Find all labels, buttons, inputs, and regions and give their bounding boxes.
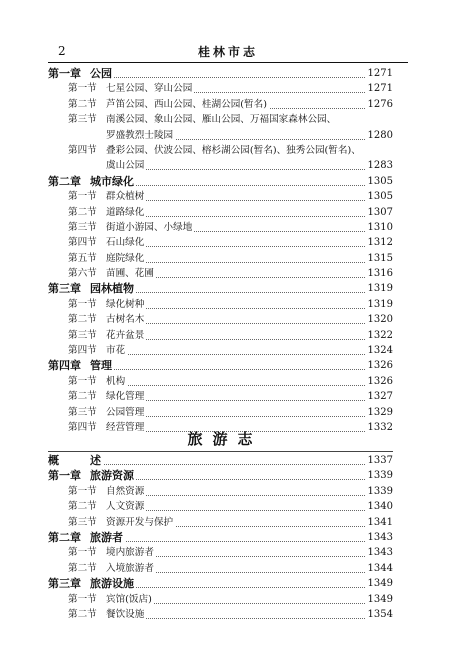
toc-entry-label: [48, 97, 269, 112]
toc-entry-section: [48, 607, 393, 622]
section-title: 公园管理: [106, 406, 145, 418]
chapter-number: 第四章: [48, 359, 81, 373]
page-ref: 1343: [366, 530, 393, 545]
section-title: 宾馆(饭店): [106, 593, 152, 605]
section-number: 第三节: [68, 516, 97, 528]
toc-entry-label: [48, 343, 127, 358]
toc-entry-label: [48, 561, 156, 576]
page-ref: 1320: [366, 312, 393, 327]
section-number: 第二节: [68, 562, 97, 574]
toc-entry-label: [48, 143, 363, 158]
toc-entry-chapter: [48, 530, 393, 545]
page-ref: 1283: [366, 158, 393, 173]
section-number: 第三节: [68, 406, 97, 418]
page-ref: 1340: [366, 499, 393, 514]
chapter-number: 第二章: [48, 174, 81, 188]
toc-entry-label: [48, 128, 175, 143]
toc-entry-chapter: [48, 576, 393, 591]
toc-entry-label: [48, 281, 136, 296]
toc-entry-label: [48, 266, 156, 281]
section-title: 古树名木: [106, 314, 145, 326]
page-header: [48, 42, 408, 63]
section-title: 餐饮设施: [106, 608, 145, 620]
section-title: 人文资源: [106, 501, 145, 513]
page-ref: 1322: [366, 328, 393, 343]
toc-entry-section: [48, 97, 393, 112]
chapter-number: 概: [48, 454, 59, 467]
section-number: 第二节: [68, 98, 97, 110]
section-number: 第一节: [68, 375, 97, 387]
toc-entry-chapter: [48, 358, 393, 373]
section-title: 苗圃、花圃: [106, 268, 154, 280]
section-number: 第三节: [68, 114, 97, 126]
section-number: 第一节: [68, 191, 97, 203]
section-title: 石山绿化: [106, 237, 145, 249]
section-title: 群众植树: [106, 191, 145, 203]
page-ref: 1329: [366, 405, 393, 420]
section-number: 第六节: [68, 268, 97, 280]
section-number: 第四节: [68, 421, 97, 433]
toc-entry-label: [48, 312, 146, 327]
section-number: 第一节: [68, 593, 97, 605]
toc-entry-chapter: [48, 281, 393, 296]
section-title: 市花: [106, 345, 126, 357]
page-ref: 1307: [366, 205, 393, 220]
chapter-title: 述: [90, 454, 101, 467]
chapter-title: 旅游设施: [90, 577, 134, 591]
toc-entry-label: [48, 174, 136, 189]
section-title: 芦笛公园、西山公园、桂湖公园(暂名): [106, 98, 267, 110]
toc-entry-label: [48, 158, 146, 173]
toc-entry-label: [48, 592, 154, 607]
page-ref: 1326: [366, 358, 393, 373]
page-ref: 1324: [366, 343, 393, 358]
page-ref: 1337: [366, 453, 393, 468]
page-ref: 1354: [366, 607, 393, 622]
toc-entry-section: [48, 266, 393, 281]
part-divider-rule: [48, 451, 393, 452]
toc-entry-section: [48, 561, 393, 576]
section-number: 第一节: [68, 83, 97, 95]
section-title: 自然资源: [106, 485, 145, 497]
section-title: 花卉盆景: [106, 329, 145, 341]
toc-entry-label: [48, 545, 156, 560]
section-number: 第三节: [68, 221, 97, 233]
toc-entry-section: [48, 143, 393, 158]
toc-entry-section: [48, 405, 393, 420]
toc-entry-label: [48, 81, 194, 96]
section-number: 第二节: [68, 314, 97, 326]
toc-entry-section: [48, 112, 393, 127]
toc-entry-label: [48, 374, 127, 389]
toc-entry-section: [48, 297, 393, 312]
page-ref: 1349: [366, 576, 393, 591]
page-ref: 1312: [366, 235, 393, 250]
page-ref: 1339: [366, 484, 393, 499]
section-title: 南溪公园、象山公园、雁山公园、万福国家森林公园、: [106, 114, 337, 126]
section-title: 经营管理: [106, 421, 145, 433]
toc-entry-label: [48, 189, 146, 204]
page-ref: 1326: [366, 374, 393, 389]
toc-entry-label: [48, 205, 146, 220]
toc-entry-label: [48, 297, 146, 312]
toc-entry-section: [48, 328, 393, 343]
toc-entry-section: [48, 389, 393, 404]
chapter-title: 公园: [90, 67, 112, 80]
chapter-title: 园林植物: [90, 282, 134, 296]
section-number: 第一节: [68, 485, 97, 497]
section-title: 绿化树种: [106, 298, 145, 310]
cont-title: 虞山公园: [106, 160, 145, 172]
chapter-title: 城市绿化: [90, 174, 134, 188]
toc-entry-section: [48, 592, 393, 607]
toc-entry-section: [48, 189, 393, 204]
page-ref: 1341: [366, 515, 393, 530]
toc-entry-label: [48, 220, 194, 235]
section-title: 绿化管理: [106, 391, 145, 403]
toc-entry-label: [48, 251, 146, 266]
section-number: 第二节: [68, 391, 97, 403]
page-ref: 1319: [366, 281, 393, 296]
chapter-title: 管理: [90, 359, 112, 373]
chapter-title: 旅游资源: [90, 469, 134, 483]
section-title: 入境旅游者: [106, 562, 154, 574]
page-ref: 1305: [366, 174, 393, 189]
toc-entry-chapter: [48, 174, 393, 189]
section-title: 七星公园、穿山公园: [106, 83, 193, 95]
toc-entry-chapter: [48, 468, 393, 483]
page-ref: 1305: [366, 189, 393, 204]
section-number: 第三节: [68, 329, 97, 341]
toc-entry-section: [48, 81, 393, 96]
toc-entry-section: [48, 499, 393, 514]
toc-entry-section: [48, 343, 393, 358]
toc-entry-cont: [48, 128, 393, 143]
chapter-number: 第一章: [48, 67, 81, 80]
section-number: 第四节: [68, 144, 97, 156]
page-ref: 1271: [366, 81, 393, 96]
toc-entry-section: [48, 374, 393, 389]
section-number: 第一节: [68, 298, 97, 310]
toc-entry-label: [48, 405, 146, 420]
section-title: 资源开发与保护: [106, 516, 174, 528]
toc-entry-section: [48, 235, 393, 250]
section-number: 第二节: [68, 608, 97, 620]
toc-entry-section: [48, 515, 393, 530]
page-ref: 1349: [366, 592, 393, 607]
book-title: 桂林市志: [197, 45, 258, 59]
toc-entry-label: [48, 576, 136, 591]
toc-entry-section: [48, 220, 393, 235]
toc-entry-label: [48, 389, 146, 404]
page-number: 2: [58, 44, 66, 58]
section-title: 境内旅游者: [106, 547, 154, 559]
section-title: 庭院绿化: [106, 252, 145, 264]
toc-entry-label: [48, 328, 146, 343]
chapter-number: 第二章: [48, 530, 81, 544]
page-ref: 1339: [366, 468, 393, 483]
toc-entry-chapter: [48, 453, 393, 468]
toc-entry-label: [48, 468, 136, 483]
section-number: 第四节: [68, 345, 97, 357]
toc-entry-label: [48, 66, 114, 81]
page-ref: 1310: [366, 220, 393, 235]
section-number: 第二节: [68, 501, 97, 513]
toc-part-tourism: [48, 453, 393, 622]
section-title: 道路绿化: [106, 206, 145, 218]
toc-entry-label: [48, 515, 175, 530]
page-ref: 1276: [366, 97, 393, 112]
page-ref: 1319: [366, 297, 393, 312]
chapter-number: 第三章: [48, 577, 81, 591]
toc-entry-label: [48, 235, 146, 250]
page-ref: 1327: [366, 389, 393, 404]
toc-entry-section: [48, 251, 393, 266]
page-ref: 1271: [366, 66, 393, 81]
section-title: 叠彩公园、伏波公园、榕杉湖公园(暂名)、独秀公园(暂名)、: [106, 144, 361, 156]
page-ref: 1315: [366, 251, 393, 266]
page-ref: 1280: [366, 128, 393, 143]
chapter-number: 第一章: [48, 469, 81, 483]
cont-title: 罗盛教烈士陵园: [106, 129, 174, 141]
toc-entry-label: [48, 453, 103, 468]
section-number: 第四节: [68, 237, 97, 249]
chapter-title: 旅游者: [90, 530, 123, 544]
section-number: 第二节: [68, 206, 97, 218]
section-title: 机构: [106, 375, 126, 387]
toc-entry-label: [48, 484, 146, 499]
page-ref: 1332: [366, 420, 393, 435]
toc-entry-label: [48, 530, 125, 545]
page-ref: 1343: [366, 545, 393, 560]
toc-entry-label: [48, 607, 146, 622]
page-ref: 1344: [366, 561, 393, 576]
toc-entry-label: [48, 112, 338, 127]
section-number: 第一节: [68, 547, 97, 559]
toc-entry-section: [48, 484, 393, 499]
toc-entry-section: [48, 205, 393, 220]
toc-entry-label: [48, 358, 114, 373]
page-ref: 1316: [366, 266, 393, 281]
toc-part-gardens: [48, 66, 393, 435]
toc-entry-section: [48, 545, 393, 560]
section-title: 街道小游园、小绿地: [106, 221, 193, 233]
toc-entry-cont: [48, 158, 393, 173]
toc-entry-label: [48, 499, 146, 514]
toc-entry-section: [48, 312, 393, 327]
toc-entry-chapter: [48, 66, 393, 81]
part-title-tourism: 旅游志: [187, 430, 263, 448]
section-number: 第五节: [68, 252, 97, 264]
chapter-number: 第三章: [48, 282, 81, 296]
